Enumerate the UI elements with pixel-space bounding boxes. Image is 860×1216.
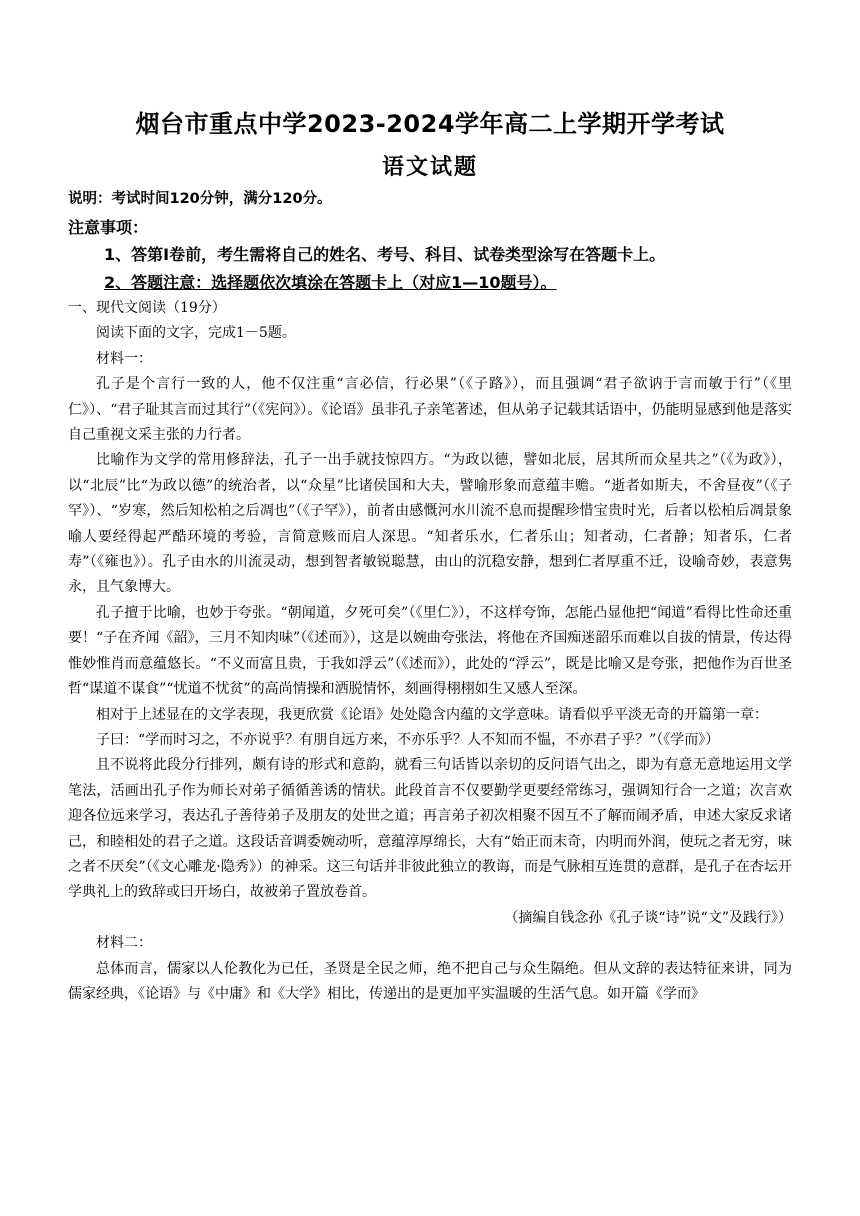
- section-heading: 一、现代文阅读（19分）: [68, 300, 226, 316]
- paragraph: 孔子是个言行一致的人，他不仅注重“言必信，行必果”（《子路》），而且强调“君子欲讷于言而敏于行”（《里仁》）、“君子耻其言而过其行”（《宪问》）。《论语》虽非孔子亲笔著述，但从弟子记载其话语中，仍能明显感到他是落实自己重视文采主张的力行者。: [68, 376, 792, 444]
- notice-rule-1: 1、答第Ⅰ卷前，考生需将自己的姓名、考号、科目、试卷类型涂写在答题卡上。: [104, 245, 666, 264]
- paragraph: 且不说将此段分行排列，颇有诗的形式和意韵，就看三句话皆以亲切的反问语气出之，即为有意无意地运用文学笔法，活画出孔子作为师长对弟子循循善诱的情状。此段首言不仅要勤学更要经常练习，强调知行合一之道；次言欢迎各位远来学习，表达孔子善待弟子及朋友的处世之道；再言弟子初次相聚不因互不了解而闹矛盾，申述大家反求诸己，和睦相处的君子之道。这段话音调委婉动听，意蕴淳厚绵长，大有“始正而末奇，内明而外润，使玩之者无穷，味之者不厌矣”（《文心雕龙·隐秀》）的神采。这三句话并非彼此独立的教诲，而是气脉相互连贯的意群，是孔子在杏坛开学典礼上的致辞或曰开场白，故被弟子置放卷首。: [68, 757, 792, 901]
- notice-heading: 注意事项：: [68, 218, 149, 237]
- paragraph: 总体而言，儒家以人伦教化为已任，圣贤是全民之师，绝不把自己与众生隔绝。但从文辞的表达特征来讲，同为儒家经典，《论语》与《中庸》和《大学》相比，传递出的是更加平实温暖的生活气息。如开篇《学而》: [68, 960, 792, 1002]
- notice-rule-2: 2、答题注意：选择题依次填涂在答题卡上（对应1—10题号）。: [104, 273, 557, 292]
- paragraph: 比喻作为文学的常用修辞法，孔子一出手就技惊四方。“为政以德，譬如北辰，居其所而众星共之”（《为政》），以“北辰”比“为政以德”的统治者，以“众星”比诸侯国和大夫，譬喻形象而意蕴丰赡。“逝者如斯夫，不舍昼夜”（《子罕》）、“岁寒，然后知松柏之后凋也”（《子罕》），前者由感慨河水川流不息而提醒珍惜宝贵时光，后者以松柏后凋景象喻人要经得起严酷环境的考验，言简意赅而启人深思。“知者乐水，仁者乐山；知者动，仁者静；知者乐，仁者寿”（《雍也》）。孔子由水的川流灵动，想到智者敏锐聪慧，由山的沉稳安静，想到仁者厚重不迁，设喻奇妙，表意隽永，且气象博大。: [68, 452, 792, 596]
- exam-note: 说明：考试时间120分钟，满分120分。: [68, 191, 332, 207]
- directions: 阅读下面的文字，完成1－5题。: [96, 325, 296, 342]
- paragraph: 孔子擅于比喻，也妙于夸张。“朝闻道，夕死可矣”（《里仁》），不这样夸饰，怎能凸显他把“闻道”看得比性命还重要！“子在齐闻《韶》，三月不知肉味”（《述而》），这是以婉曲夸张法，将他在齐国痴迷韶乐而难以自拔的情景，传达得惟妙惟肖而意蕴悠长。“不义而富且贵，于我如浮云”（《述而》），此处的“浮云”，既是比喻又是夸张，把他作为百世圣哲“谋道不谋食”“忧道不忧贫”的高尚情操和洒脱情怀，刻画得栩栩如生又感人至深。: [68, 604, 792, 698]
- exam-subtitle: 语文试题: [381, 155, 478, 180]
- exam-title: 烟台市重点中学2023-2024学年高二上学期开学考试: [135, 110, 725, 138]
- reading-section: [68, 296, 792, 1007]
- material-2-label: 材料二：: [96, 935, 152, 952]
- material-1-label: 材料一：: [96, 350, 152, 367]
- quote: 子曰：“学而时习之，不亦说乎？有朋自远方来，不亦乐乎？人不知而不愠，不亦君子乎？”（《学而》）: [96, 731, 720, 748]
- paragraph: 相对于上述显在的文学表现，我更欣赏《论语》处处隐含内蕴的文学意味。请看似乎平淡无奇的开篇第一章：: [96, 706, 768, 723]
- source-citation: （摘编自钱念孙《孔子谈“诗”说“文”及践行》）: [504, 909, 792, 926]
